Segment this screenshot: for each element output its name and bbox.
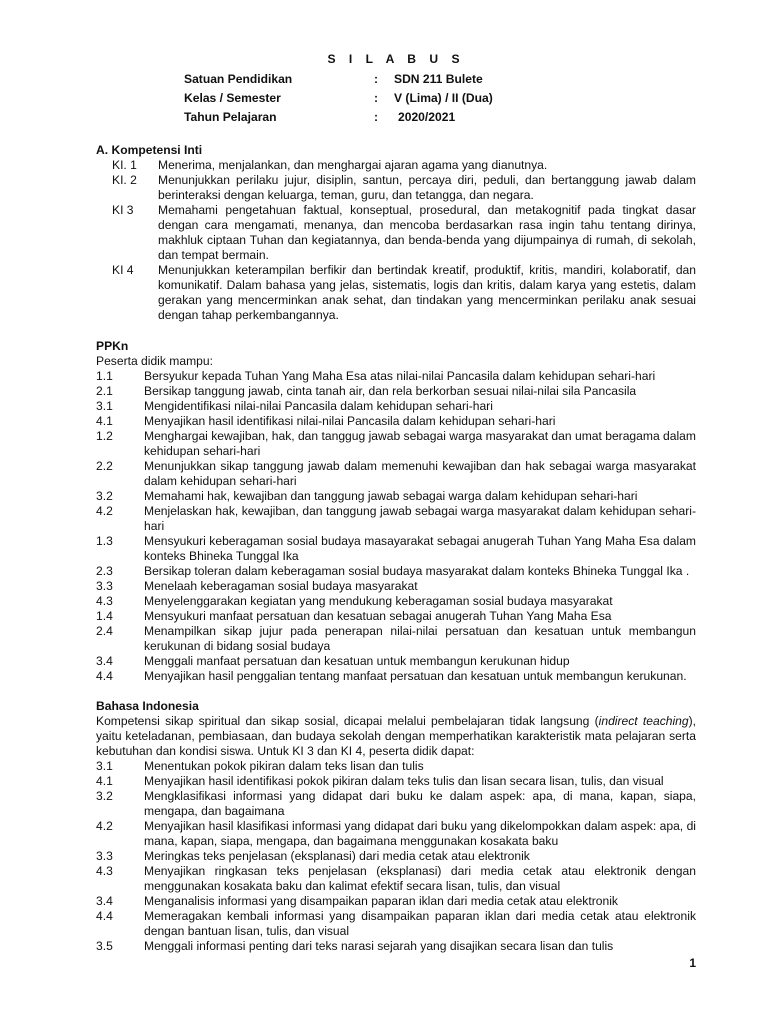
list-item [96, 579, 696, 594]
item-number: 2.1 [96, 384, 113, 398]
item-text: Menentukan pokok pikiran dalam teks lisan dan tulis [144, 759, 424, 773]
list-item [96, 203, 696, 263]
item-text: Menyajikan hasil klasifikasi informasi yang didapat dari buku yang dikelompokkan dalam aspek: apa, di mana, kapan, siapa, mengapa, dan bagaimana menggunakan kosakata baku [144, 819, 696, 848]
list-item [96, 849, 696, 864]
document-title: S I L A B U S [327, 52, 465, 66]
ppkn-list [96, 369, 696, 684]
list-item [96, 789, 696, 819]
item-text: Menyajikan hasil identifikasi nilai-nilai Pancasila dalam kehidupan sehari-hari [144, 414, 556, 428]
meta-row-tahun [96, 110, 696, 129]
item-text: Menelaah keberagaman sosial budaya masyarakat [144, 579, 418, 593]
meta-label: Kelas / Semester [184, 91, 281, 105]
item-number: 3.5 [96, 939, 113, 953]
item-text: Bersyukur kepada Tuhan Yang Maha Esa atas nilai-nilai Pancasila dalam kehidupan sehari-hari [144, 369, 656, 383]
meta-value: 2020/2021 [398, 110, 456, 124]
list-item [96, 263, 696, 323]
item-text: Menerima, menjalankan, dan menghargai ajaran agama yang dianutnya. [158, 158, 548, 172]
item-number: 4.2 [96, 504, 113, 518]
item-number: 3.1 [96, 759, 113, 773]
list-item [96, 774, 696, 789]
list-item [96, 939, 696, 954]
item-number: 1.4 [96, 609, 113, 623]
bahasa-title: Bahasa Indonesia [96, 699, 199, 713]
item-number: 4.1 [96, 414, 113, 428]
meta-colon: : [374, 91, 379, 105]
list-item [96, 564, 696, 579]
item-number: 1.2 [96, 429, 113, 443]
meta-label: Satuan Pendidikan [184, 72, 293, 86]
meta-colon: : [374, 110, 379, 124]
item-number: 4.2 [96, 819, 113, 833]
list-item [96, 609, 696, 624]
item-number: KI 3 [112, 203, 134, 217]
item-number: 1.3 [96, 534, 113, 548]
list-item [96, 489, 696, 504]
item-text: Mensyukuri manfaat persatuan dan kesatuan sebagai anugerah Tuhan Yang Maha Esa [144, 609, 612, 623]
meta-value: SDN 211 Bulete [394, 72, 483, 86]
item-number: 4.1 [96, 774, 113, 788]
item-number: 4.4 [96, 669, 113, 683]
item-text: Memeragakan kembali informasi yang disampaikan paparan iklan dari media cetak atau elektronik dengan bantuan lisan, tulis, dan visual [144, 909, 696, 938]
item-text: Menunjukkan keterampilan berfikir dan bertindak kreatif, produktif, kritis, mandiri, kolaboratif, dan komunikatif. Dalam bahasa yang jelas, sistematis, logis dan kritis, dalam karya yang estetis, dalam gerakan yang mencerminkan anak sehat, dan tindakan yang mencerminkan perilaku anak sesuai dengan tahap perkembangannya. [158, 263, 696, 322]
ppkn-title: PPKn [96, 339, 129, 353]
item-number: 3.2 [96, 789, 113, 803]
item-number: 2.4 [96, 624, 113, 638]
kompetensi-inti-title: A. Kompetensi Inti [96, 143, 203, 157]
list-item [96, 864, 696, 894]
meta-colon: : [374, 72, 379, 86]
item-number: 3.1 [96, 399, 113, 413]
list-item [96, 429, 696, 459]
item-text: Meringkas teks penjelasan (eksplanasi) dari media cetak atau elektronik [144, 849, 530, 863]
kompetensi-inti-list [96, 158, 696, 323]
list-item [96, 624, 696, 654]
item-text: Menyajikan ringkasan teks penjelasan (eksplanasi) dari media cetak atau elektronik dengan menggunakan kosakata baku dan kalimat efektif secara lisan, tulis, dan visual [144, 864, 696, 893]
meta-row-kelas [96, 91, 696, 110]
list-item [96, 384, 696, 399]
item-text: Menampilkan sikap jujur pada penerapan nilai-nilai persatuan dan kesatuan untuk membangun kerukunan di bidang sosial budaya [144, 624, 696, 653]
bahasa-list [96, 759, 696, 954]
item-number: 1.1 [96, 369, 113, 383]
bahasa-intro-b: ), yaitu keteladanan, pembiasaan, dan budaya sekolah dengan memperhatikan karakteristik mata pelajaran serta kebutuhan dan kondisi siswa. Untuk KI 3 dan KI 4, peserta didik dapat: [96, 714, 696, 758]
list-item [96, 669, 696, 684]
list-item [96, 173, 696, 203]
list-item [96, 369, 696, 384]
document-page [96, 52, 696, 954]
item-text: Bersikap toleran dalam keberagaman sosial budaya masyarakat dalam konteks Bhineka Tunggal Ika . [144, 564, 690, 578]
list-item [96, 534, 696, 564]
bahasa-intro-em: indirect teaching [598, 714, 689, 728]
item-number: KI. 2 [112, 173, 137, 187]
list-item [96, 894, 696, 909]
item-number: 3.4 [96, 654, 113, 668]
item-text: Menghargai kewajiban, hak, dan tanggug jawab sebagai warga masyarakat dan umat beragama dalam kehidupan sehari-hari [144, 429, 696, 458]
list-item [96, 158, 696, 173]
item-text: Mengklasifikasi informasi yang didapat dari buku ke dalam aspek: apa, di mana, kapan, siapa, mengapa, dan bagaimana [144, 789, 696, 818]
item-number: KI 4 [112, 263, 134, 277]
item-number: 3.3 [96, 849, 113, 863]
list-item [96, 504, 696, 534]
item-number: 4.3 [96, 594, 113, 608]
item-text: Menggali informasi penting dari teks narasi sejarah yang disajikan secara lisan dan tulis [144, 939, 614, 953]
item-number: KI. 1 [112, 158, 137, 172]
item-text: Menganalisis informasi yang disampaikan paparan iklan dari media cetak atau elektronik [144, 894, 618, 908]
item-number: 3.2 [96, 489, 113, 503]
meta-value: V (Lima) / II (Dua) [394, 91, 493, 105]
item-text: Mensyukuri keberagaman sosial budaya masayarakat sebagai anugerah Tuhan Yang Maha Esa dalam konteks Bhineka Tunggal Ika [144, 534, 696, 563]
list-item [96, 654, 696, 669]
item-text: Bersikap tanggung jawab, cinta tanah air, dan rela berkorban sesuai nilai-nilai sila Pancasila [144, 384, 637, 398]
meta-label: Tahun Pelajaran [184, 110, 277, 124]
item-text: Menyelenggarakan kegiatan yang mendukung keberagaman sosial budaya masyarakat [144, 594, 613, 608]
item-number: 3.3 [96, 579, 113, 593]
list-item [96, 459, 696, 489]
meta-row-satuan [96, 72, 696, 91]
item-number: 4.3 [96, 864, 113, 878]
item-number: 3.4 [96, 894, 113, 908]
item-text: Menunjukkan sikap tanggung jawab dalam memenuhi kewajiban dan hak sebagai warga masyarakat dalam kehidupan sehari-hari [144, 459, 696, 488]
list-item [96, 399, 696, 414]
item-text: Menyajikan hasil penggalian tentang manfaat persatuan dan kesatuan untuk membangun kerukunan. [144, 669, 687, 683]
item-text: Mengidentifikasi nilai-nilai Pancasila dalam kehidupan sehari-hari [144, 399, 493, 413]
bahasa-intro-a: Kompetensi sikap spiritual dan sikap sosial, dicapai melalui pembelajaran tidak langsung ( [96, 714, 599, 728]
item-text: Menggali manfaat persatuan dan kesatuan untuk membangun kerukunan hidup [144, 654, 570, 668]
item-text: Menyajikan hasil identifikasi pokok pikiran dalam teks tulis dan lisan secara lisan, tulis, dan visual [144, 774, 664, 788]
item-text: Memahami hak, kewajiban dan tanggung jawab sebagai warga dalam kehidupan sehari-hari [144, 489, 638, 503]
item-text: Memahami pengetahuan faktual, konseptual, prosedural, dan metakognitif pada tingkat dasar dengan cara mengamati, menanya, dan mencoba berdasarkan rasa ingin tahu tentang dirinya, makhluk ciptaan Tuhan dan kegiatannya, dan benda-benda yang dijumpainya di rumah, di sekolah, dan tempat bermain. [158, 203, 696, 262]
ppkn-intro: Peserta didik mampu: [96, 354, 213, 368]
page-number: 1 [689, 956, 696, 970]
item-text: Menjelaskan hak, kewajiban, dan tanggung jawab sebagai warga masyarakat dalam kehidupan sehari-hari [144, 504, 696, 533]
list-item [96, 819, 696, 849]
item-number: 2.3 [96, 564, 113, 578]
list-item [96, 414, 696, 429]
list-item [96, 909, 696, 939]
bahasa-intro [96, 714, 696, 759]
list-item [96, 759, 696, 774]
list-item [96, 594, 696, 609]
item-number: 2.2 [96, 459, 113, 473]
item-number: 4.4 [96, 909, 113, 923]
item-text: Menunjukkan perilaku jujur, disiplin, santun, percaya diri, peduli, dan bertanggung jawab dalam berinteraksi dengan keluarga, teman, guru, dan tetangga, dan negara. [158, 173, 696, 202]
